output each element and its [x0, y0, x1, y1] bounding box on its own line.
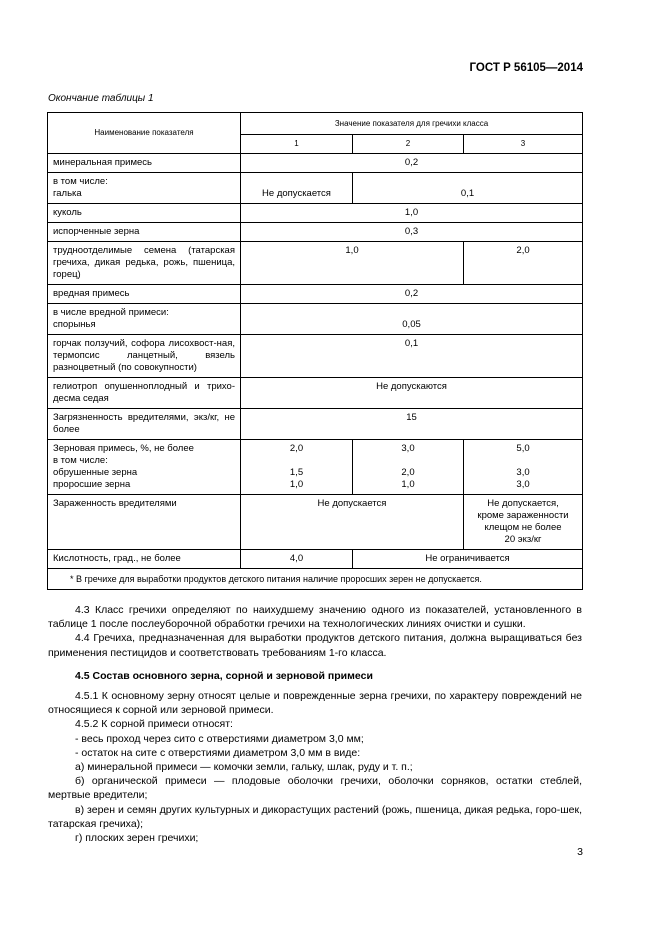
table-caption: Окончание таблицы 1 — [48, 93, 154, 104]
paragraph-4-5-1: 4.5.1 К основному зерну относят целые и поврежденные зерна гречихи, по характеру повреждений не относящиеся к сорной или зерновой примеси. — [48, 690, 582, 717]
column-header-value: Значение показателя для гречихи класса — [241, 113, 583, 135]
paragraph-4-4: 4.4 Гречиха, предназначенная для выработки продуктов детского питания, должна выращиваться без применения пестицидов и соответствовать требованиям 1-го класса. — [48, 632, 582, 659]
list-item: - остаток на сите с отверстиями диаметром 3,0 мм в виде: — [75, 746, 361, 759]
table-row: испорченные зерна 0,3 — [48, 223, 583, 242]
section-heading-4-5: 4.5 Состав основного зерна, сорной и зерновой примеси — [75, 669, 373, 682]
table-row: минеральная примесь 0,2 — [48, 154, 583, 173]
table-row: в числе вредной примеси: спорынья 0,05 — [48, 304, 583, 335]
body-text — [48, 603, 582, 845]
column-header-name: Наименование показателя — [48, 113, 241, 154]
standard-number: ГОСТ Р 56105—2014 — [469, 62, 583, 74]
table-row: Зерновая примесь, %, не более в том числе: обрушенные зерна проросшие зерна 2,0 1,5 1,0 3,0 2,0 1,0 5,0 3,0 3,0 — [48, 440, 583, 495]
list-item: а) минеральной примеси — комочки земли, гальку, шлак, руду и т. п.; — [75, 761, 413, 774]
list-item: б) органической примеси — плодовые оболочки гречихи, оболочки сорняков, остатки стеблей, мертвые вредители; — [48, 775, 582, 802]
class-2-header: 2 — [353, 135, 464, 154]
table-row: куколь 1,0 — [48, 204, 583, 223]
paragraph-4-5-2: 4.5.2 К сорной примеси относят: — [75, 718, 233, 731]
table-row: вредная примесь 0,2 — [48, 285, 583, 304]
page-number: 3 — [577, 846, 583, 858]
list-item: в) зерен и семян других культурных и дикорастущих растений (рожь, пшеница, дикая редька, горо-шек, татарская гречиха); — [48, 803, 582, 830]
quality-table — [47, 112, 583, 590]
class-1-header: 1 — [241, 135, 353, 154]
table-row: Загрязненность вредителями, экз/кг, не более 15 — [48, 409, 583, 440]
table-footnote: * В гречихе для выработки продуктов детского питания наличие проросших зерен не допускается. — [48, 569, 583, 590]
table-row: Кислотность, град., не более 4,0 Не ограничивается — [48, 550, 583, 569]
class-3-header: 3 — [464, 135, 583, 154]
table-row: в том числе: галька Не допускается 0,1 — [48, 173, 583, 204]
list-item: г) плоских зерен гречихи; — [75, 832, 199, 845]
table-row: гелиотроп опушенноплодный и трихо-десма седая Не допускаются — [48, 378, 583, 409]
paragraph-4-3: 4.3 Класс гречихи определяют по наихудшему значению одного из показателей, установленного в таблице 1 после послеуборочной обработки гречихи на технологических линиях очистки и сушки. — [48, 604, 582, 631]
list-item: - весь проход через сито с отверстиями диаметром 3,0 мм; — [75, 732, 364, 745]
table-row: трудноотделимые семена (татарская гречиха, дикая редька, рожь, пшеница, горец) 1,0 2,0 — [48, 242, 583, 285]
table-row: горчак ползучий, софора лисохвост-ная, термопсис ланцетный, вязель разноцветный (по совокупности) 0,1 — [48, 335, 583, 378]
table-row: Зараженность вредителями Не допускается Не допускается, кроме зараженности клещом не более 20 экз/кг — [48, 495, 583, 550]
